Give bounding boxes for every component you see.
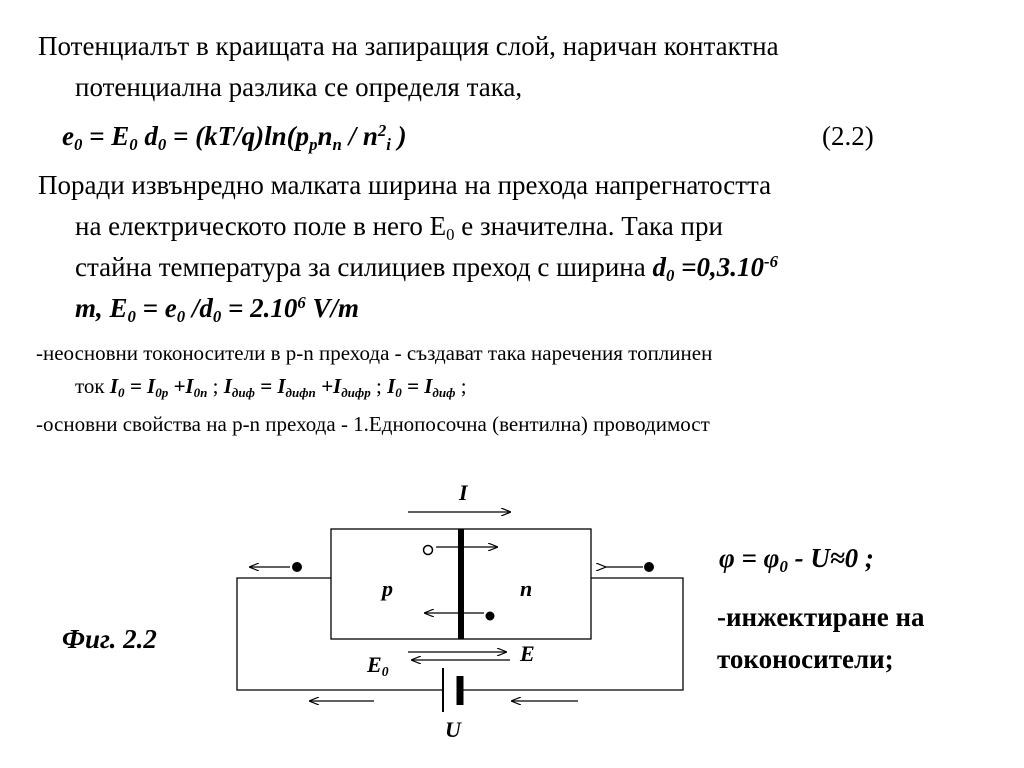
label-n-region: n (520, 576, 533, 601)
para2-line3: стайна температура за силициев преход с ширина $d_0 =0,3.10^{-6}$ (75, 251, 778, 286)
bullet2-line1: -основни свойства на p-n прехода - 1.Еднопосочна (вентилна) проводимост (36, 412, 710, 436)
right-contact-dot (644, 562, 654, 572)
para2-line4: m, $E_0 = e_0$ $/d_0 = 2.10^6$ V/m (75, 292, 360, 327)
injection-line2: токоносители; (717, 644, 894, 674)
figure-caption: Фиг. 2.2 (62, 624, 157, 654)
para1-line1: Потенциалът в краищата на запиращия слой, наричан контактна (38, 31, 779, 61)
bullet1-line2: ток $I_0 = I_{0p} +I_{0n}$ ; $I_{диф} = I_{дифn} +I_{дифp}$ ; $I_0 = I_{диф}$ ; (75, 374, 467, 401)
label-current-I: I (459, 480, 468, 505)
para2-line1: Поради извънредно малката ширина на прехода напрегнатостта (38, 170, 772, 200)
potential-equation: $\varphi = \varphi_0 - U\approx 0$ ; (719, 543, 874, 577)
label-E0: $E_0$ (367, 652, 389, 680)
label-E: E (520, 641, 535, 666)
label-p-region: p (382, 576, 393, 601)
electron-icon (486, 612, 495, 621)
left-contact-dot (292, 562, 302, 572)
circuit-wire-left (237, 578, 443, 690)
para2-line2: на електрическото поле в него $E_0$ е значителна. Така при (75, 211, 723, 245)
equation-2-2: $e_0 = E_0$ $d_0 = (kT/q)\ln(p_pn_n / n^2_i$ ) (62, 120, 407, 155)
para1-line2: потенциална разлика се определя така, (75, 72, 523, 102)
bullet1-line1: -неосновни токоносители в p-n прехода - създават така наречения топлинен (36, 341, 713, 365)
injection-line1: -инжектиране на (717, 602, 925, 632)
hole-icon (424, 546, 433, 555)
circuit-wire-right (462, 578, 683, 690)
label-U: U (445, 717, 461, 742)
equation-number: (2.2) (822, 121, 874, 151)
